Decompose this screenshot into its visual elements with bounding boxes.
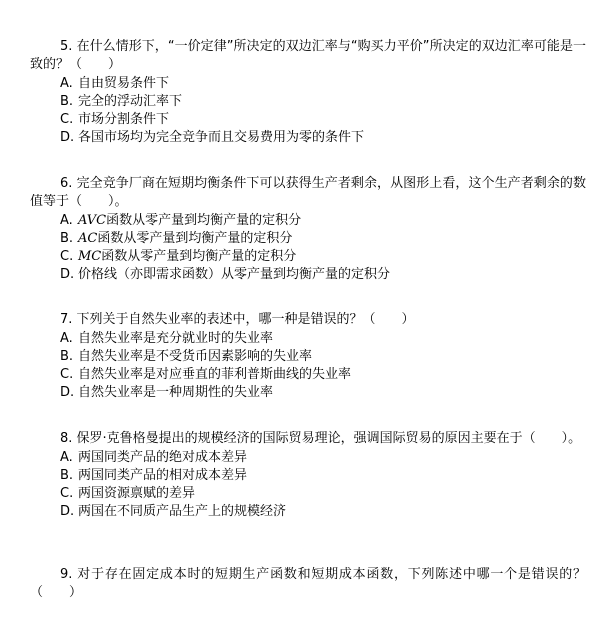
option-d: D. 价格线（亦即需求函数）从零产量到均衡产量的定积分 — [60, 267, 391, 282]
option-b: B. AC函数从零产量到均衡产量的定积分 — [60, 231, 293, 246]
option-list — [30, 330, 586, 402]
question-6 — [30, 175, 586, 284]
option-b: B. 两国同类产品的相对成本差异 — [60, 468, 248, 483]
option-c: C. 自然失业率是对应垂直的菲利普斯曲线的失业率 — [60, 367, 352, 382]
question-9 — [30, 566, 586, 602]
math-symbol: MC — [78, 249, 102, 264]
question-stem: 6. 完全竞争厂商在短期均衡条件下可以获得生产者剩余，从图形上看，这个生产者剩余的数值等于（ ）。 — [30, 176, 586, 209]
option-d: D. 各国市场均为完全竞争而且交易费用为零的条件下 — [60, 130, 365, 145]
option-a: A. 自由贸易条件下 — [60, 76, 170, 91]
question-5 — [30, 38, 586, 147]
option-c: C. 市场分割条件下 — [60, 112, 170, 127]
question-stem: 8. 保罗·克鲁格曼提出的规模经济的国际贸易理论，强调国际贸易的原因主要在于（ ）。 — [60, 431, 582, 446]
question-stem: 5. 在什么情形下，“一价定律”所决定的双边汇率与“购买力平价”所决定的双边汇率可能是一致的？（ ） — [30, 39, 586, 72]
option-a: A. 两国同类产品的绝对成本差异 — [60, 450, 248, 465]
question-stem: 9. 对于存在固定成本时的短期生产函数和短期成本函数，下列陈述中哪一个是错误的？（ ） — [30, 567, 586, 600]
option-b: B. 自然失业率是不受货币因素影响的失业率 — [60, 349, 313, 364]
option-list — [30, 75, 586, 147]
option-a: A. 自然失业率是充分就业时的失业率 — [60, 331, 274, 346]
option-d: D. 自然失业率是一种周期性的失业率 — [60, 385, 274, 400]
option-list — [30, 449, 586, 521]
option-a: A. AVC函数从零产量到均衡产量的定积分 — [60, 213, 302, 228]
option-c: C. MC函数从零产量到均衡产量的定积分 — [60, 249, 297, 264]
math-symbol: AC — [78, 231, 98, 246]
question-stem: 7. 下列关于自然失业率的表述中，哪一种是错误的？（ ） — [60, 312, 415, 327]
option-list — [30, 212, 586, 284]
option-d: D. 两国在不同质产品生产上的规模经济 — [60, 504, 287, 519]
math-symbol: AVC — [78, 213, 107, 228]
question-7 — [30, 311, 586, 402]
option-c: C. 两国资源禀赋的差异 — [60, 486, 196, 501]
option-b: B. 完全的浮动汇率下 — [60, 94, 183, 109]
question-8 — [30, 430, 586, 521]
